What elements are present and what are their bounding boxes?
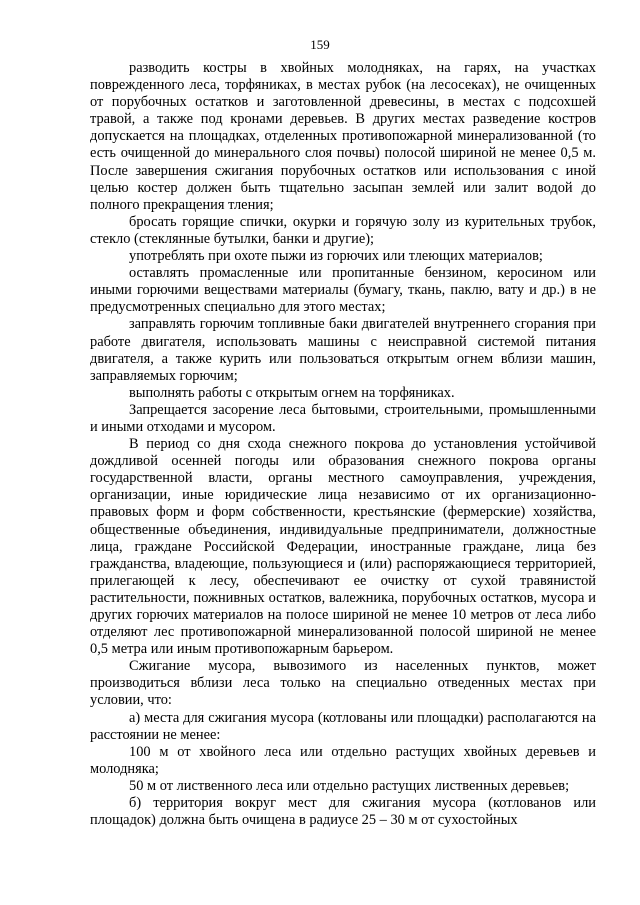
body-text: [90, 60, 596, 829]
paragraph-refueling: заправлять горючим топливные баки двигателей внутреннего сгорания при работе двигателя, использовать машины с неисправной системой питания двигателя, а также курить или пользоваться открытым огнем вблизи машин, заправляемых горючим;: [90, 316, 596, 384]
paragraph-campfire-rules: разводить костры в хвойных молодняках, на гарях, на участках поврежденного леса, торфяниках, в местах рубок (на лесосеках), не очищенных от порубочных остатков и заготовленной древесины, в местах с подсохшей травой, а также под кронами деревьев. В других местах разведение костров допускается на площадках, отделенных противопожарной минерализованной (то есть очищенной до минерального слоя почвы) полосой шириной не менее 0,5 м. После завершения сжигания порубочных остатков или использования с иной целью костер должен быть тщательно засыпан землей или залит водой до полного прекращения тления;: [90, 60, 596, 213]
paragraph-matches-cigarettes: бросать горящие спички, окурки и горячую золу из курительных трубок, стекло (стеклянные бутылки, банки и другие);: [90, 213, 596, 247]
paragraph-littering-ban: Запрещается засорение леса бытовыми, строительными, промышленными и иными отходами и мусором.: [90, 401, 596, 435]
paragraph-hunting-wads: употреблять при охоте пыжи из горючих или тлеющих материалов;: [129, 248, 543, 265]
paragraph-deciduous-distance: 50 м от лиственного леса или отдельно растущих лиственных деревьев;: [129, 777, 570, 794]
paragraph-oily-materials: оставлять промасленные или пропитанные бензином, керосином или иными горючими веществами материалы (бумагу, ткань, паклю, вату и др.) в не предусмотренных специально для этого местах;: [90, 265, 596, 316]
paragraph-item-b: б) территория вокруг мест для сжигания мусора (котлованов или площадок) должна быть очищена в радиусе 25 – 30 м от сухостойных: [90, 795, 596, 829]
page-number: 159: [310, 37, 330, 52]
paragraph-item-a: а) места для сжигания мусора (котлованы или площадки) располагаются на расстоянии не менее:: [90, 709, 596, 743]
paragraph-waste-burning: Сжигание мусора, вывозимого из населенных пунктов, может производиться вблизи леса только на специально отведенных местах при условии, что:: [90, 658, 596, 709]
paragraph-snowmelt-period: В период со дня схода снежного покрова до установления устойчивой дождливой осенней погоды или образования снежного покрова органы государственной власти, органы местного самоуправления, учреждения, организации, иные юридические лица независимо от их организационно-правовых форм и форм собственности, крестьянские (фермерские) хозяйства, общественные объединения, индивидуальные предприниматели, должностные лица, граждане Российской Федерации, иностранные граждане, лица без гражданства, владеющие, пользующиеся и (или) распоряжающиеся территорией, прилегающей к лесу, обеспечивают ее очистку от сухой травянистой растительности, пожнивных остатков, валежника, порубочных остатков, мусора и других горючих материалов на полосе шириной не менее 10 метров от леса либо отделяют лес противопожарной минерализованной полосой шириной не менее 0,5 метра или иным противопожарным барьером.: [90, 436, 596, 658]
paragraph-conifer-distance: 100 м от хвойного леса или отдельно растущих хвойных деревьев и молодняка;: [90, 743, 596, 777]
paragraph-peatland-fire-work: выполнять работы с открытым огнем на торфяниках.: [129, 384, 455, 401]
